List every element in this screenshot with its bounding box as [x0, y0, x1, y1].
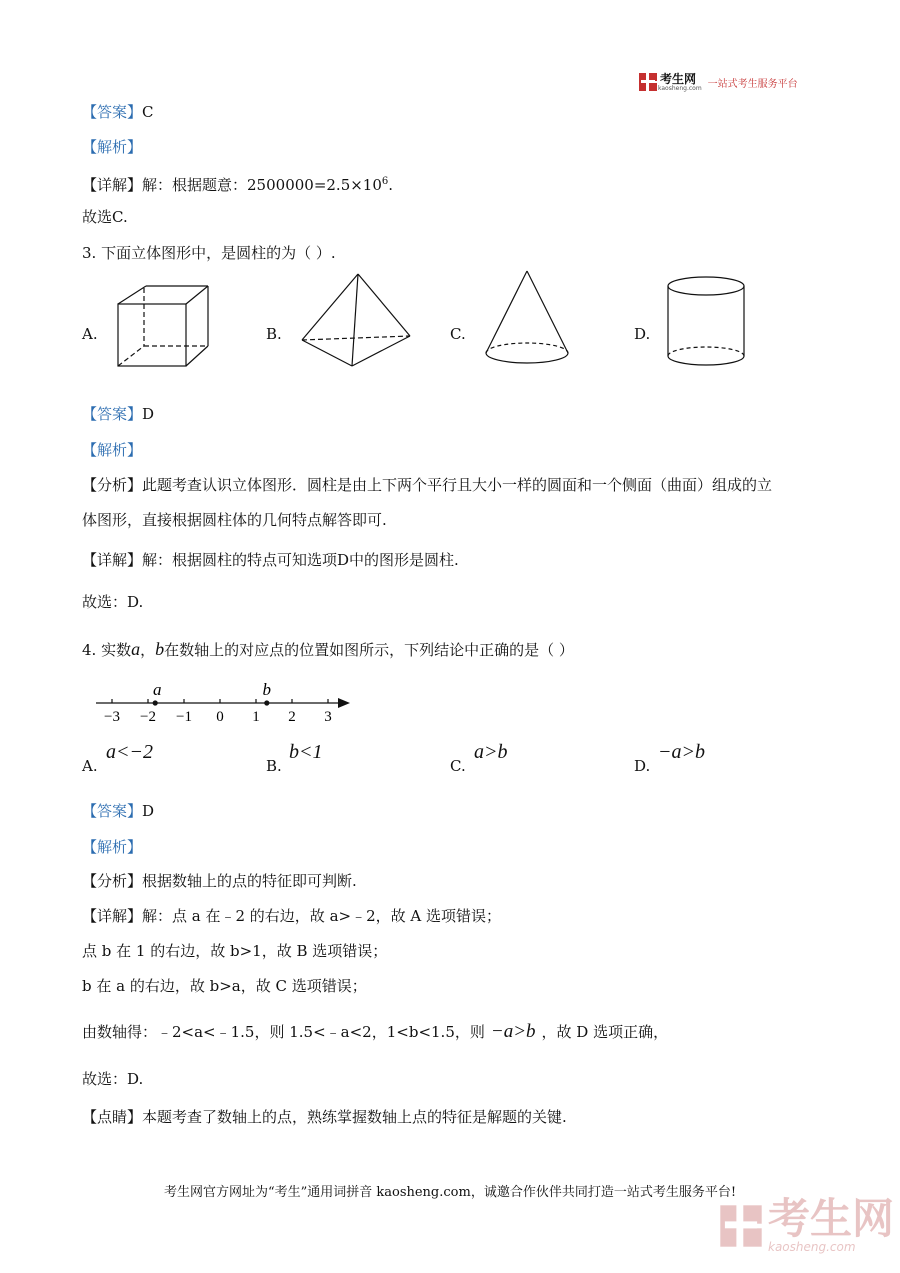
q4-conclusion: 故选：D. — [82, 1070, 144, 1088]
logo-domain: kaosheng.com — [658, 84, 702, 92]
q4-detail-line2: 点 b 在 1 的右边，故 b>1，故 B 选项错误； — [82, 942, 388, 960]
detail-text: 解：点 a 在﹣2 的右边，故 a>﹣2，故 A 选项错误； — [142, 907, 501, 925]
point-b-label: b — [262, 680, 272, 699]
var-b: b — [155, 639, 165, 659]
point-a-label: a — [152, 680, 162, 699]
detail-tag: 【详解】 — [82, 551, 143, 569]
stem-suffix: 在数轴上的对应点的位置如图所示，下列结论中正确的是（ ） — [164, 641, 574, 659]
q4-answer — [82, 801, 154, 821]
q4-comment — [82, 1107, 567, 1127]
site-logo[interactable] — [638, 72, 798, 92]
q4-option-a-expr: a<−2 — [106, 741, 153, 763]
analysis-head: 【分析】 — [82, 476, 143, 494]
logo-brand-name: 考生网 — [660, 71, 697, 86]
tick-label: 1 — [252, 709, 260, 725]
cone-figure — [482, 268, 572, 368]
kaosheng-logo-icon — [638, 72, 658, 92]
q4-analysis — [82, 871, 357, 891]
q3-option-d-label: D. — [634, 325, 651, 343]
q4-option-b-label: B. — [266, 757, 282, 775]
q2-detail — [82, 172, 393, 195]
analysis-text: 此题考查认识立体图形．圆柱是由上下两个平行且大小一样的圆面和一个侧面（曲面）组成的立 — [142, 476, 773, 494]
q4-option-b-expr: b<1 — [289, 741, 323, 763]
tick-label: −3 — [104, 709, 120, 725]
cylinder-figure — [664, 274, 750, 372]
q3-stem: 3. 下面立体图形中，是圆柱的为（ ）. — [82, 244, 336, 262]
q3-answer — [82, 404, 154, 424]
q3-option-c-label: C. — [450, 325, 466, 343]
q3-analysis-line1 — [82, 475, 772, 495]
analysis-text: 根据数轴上的点的特征即可判断. — [142, 872, 357, 890]
q4-analysis-tag — [82, 837, 142, 857]
pyramid-figure — [298, 272, 418, 372]
tick-label: 3 — [324, 709, 332, 725]
q3-option-b-label: B. — [266, 325, 282, 343]
watermark-name: 考生网 — [768, 1194, 895, 1243]
watermark-domain: kaosheng.com — [768, 1240, 856, 1254]
q4-detail-line3: b 在 a 的右边，故 b>a，故 C 选项错误； — [82, 977, 367, 995]
q4-stem — [82, 639, 574, 660]
q2-conclusion: 故选C. — [82, 208, 128, 226]
detail-text: 解：根据圆柱的特点可知选项D中的图形是圆柱. — [142, 551, 459, 569]
detail-exponent: 6 — [381, 176, 389, 187]
page-footer: 考生网官方网址为“考生”通用词拼音 kaosheng.com，诚邀合作伙伴共同打造一站式考生服务平台! — [163, 1185, 737, 1200]
answer-value: D — [142, 802, 155, 820]
answer-tag: 【答案】 — [82, 405, 143, 423]
watermark — [718, 1194, 895, 1254]
stem-prefix: 4. 实数 — [82, 641, 132, 659]
point-a — [153, 700, 158, 705]
detail-tag: 【详解】 — [82, 176, 143, 194]
q3-conclusion: 故选：D. — [82, 593, 144, 611]
q3-analysis-tag — [82, 440, 142, 460]
tick-label: 0 — [216, 709, 224, 725]
logo-slogan: 一站式考生服务平台 — [707, 78, 798, 90]
detail-end: . — [388, 176, 394, 194]
q4-detail-line4 — [82, 1022, 668, 1042]
answer-value: C — [142, 103, 154, 121]
watermark-logo-icon — [718, 1203, 764, 1249]
analysis-tag: 【解析】 — [82, 838, 143, 856]
number-line — [92, 680, 362, 726]
detail-line4-text: 由数轴得：﹣2<a<﹣1.5，则 1.5<﹣a<2，1<b<1.5，则 — [82, 1023, 485, 1041]
answer-tag: 【答案】 — [82, 802, 143, 820]
number-line-arrow — [338, 698, 350, 708]
comment-text: 本题考查了数轴上的点，熟练掌握数轴上点的特征是解题的关键. — [142, 1108, 567, 1126]
q4-detail-line1 — [82, 906, 501, 926]
comment-tag: 【点睛】 — [82, 1108, 143, 1126]
q4-option-d-expr: −a>b — [658, 741, 705, 763]
tick-label: −1 — [176, 709, 192, 725]
point-b — [264, 700, 269, 705]
q4-option-d-label: D. — [634, 757, 651, 775]
analysis-tag: 【解析】 — [82, 441, 143, 459]
detail-line4-expr: −a>b — [490, 1021, 536, 1042]
detail-text: 解：根据题意：2500000=2.5×10 — [142, 176, 382, 194]
cube-figure — [112, 282, 212, 372]
answer-value: D — [142, 405, 155, 423]
q2-answer — [82, 102, 154, 122]
tick-label: −2 — [140, 709, 156, 725]
analysis-head: 【分析】 — [82, 872, 143, 890]
tick-label: 2 — [288, 709, 296, 725]
detail-tag: 【详解】 — [82, 907, 143, 925]
analysis-tag: 【解析】 — [82, 138, 143, 156]
q4-option-c-label: C. — [450, 757, 466, 775]
q4-option-c-expr: a>b — [474, 741, 508, 763]
q3-detail — [82, 550, 459, 570]
detail-line4-end: ，故 D 选项正确， — [541, 1023, 669, 1041]
q3-option-a-label: A. — [82, 325, 98, 343]
stem-sep: ， — [140, 641, 156, 659]
q3-analysis-line2: 体图形，直接根据圆柱体的几何特点解答即可. — [82, 511, 387, 529]
q4-option-a-label: A. — [82, 757, 98, 775]
answer-tag: 【答案】 — [82, 103, 143, 121]
q2-analysis-tag — [82, 137, 142, 157]
var-a: a — [131, 639, 141, 659]
